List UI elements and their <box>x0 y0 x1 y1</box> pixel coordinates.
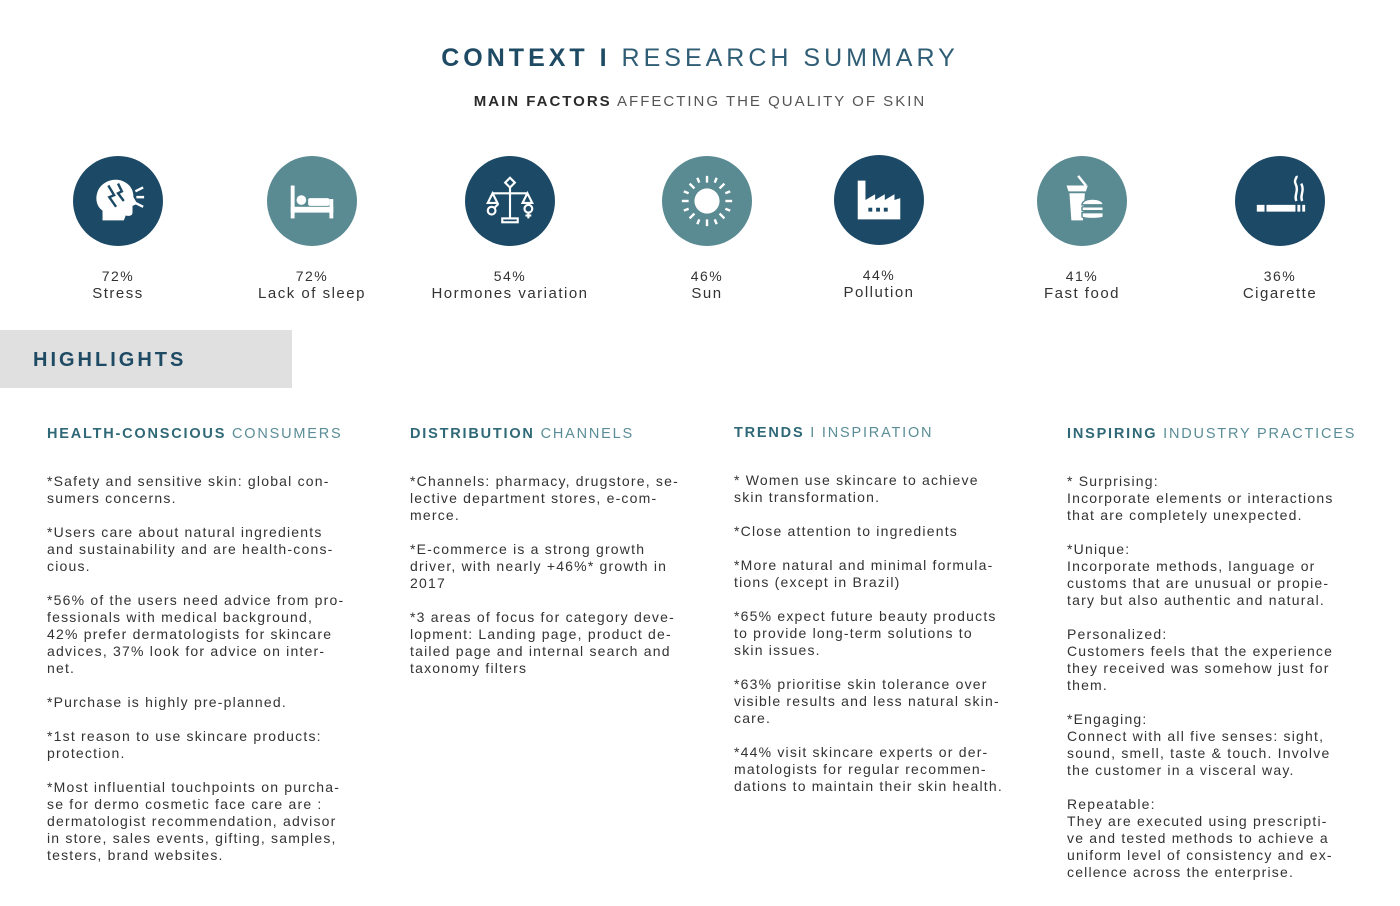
column-paragraph: *E-commerce is a strong growth driver, with nearly +46%* growth in 2017 <box>410 541 668 591</box>
column-paragraph: *Close attention to ingredients <box>734 523 958 539</box>
factor-label: Lack of sleep <box>258 285 366 302</box>
heading-bold: TRENDS <box>734 425 805 441</box>
subtitle-bold: MAIN FACTORS <box>473 93 612 110</box>
title-bold: CONTEXT I <box>441 44 611 72</box>
column-paragraph: *Safety and sensitive skin: global con- sumers concerns. <box>47 473 330 506</box>
bed-icon <box>267 156 357 246</box>
column-paragraph: *More natural and minimal formula- tions (except in Brazil) <box>734 557 994 590</box>
factor-label: Pollution <box>843 284 915 301</box>
column-paragraph: *56% of the users need advice from pro- fessionals with medical background, 42% prefer dermatologists for skincare advices, 37% look for advice on inter- net. <box>47 592 345 676</box>
factor-label: Stress <box>92 285 144 302</box>
column-paragraph: Personalized: Customers feels that the experience they received was somehow just for them. <box>1067 626 1334 693</box>
column-paragraph: *Users care about natural ingredients and sustainability and are health-cons- cious. <box>47 524 334 574</box>
factor-cigarette <box>1180 156 1380 303</box>
highlights-banner <box>0 330 292 388</box>
column-paragraph: *Purchase is highly pre-planned. <box>47 694 287 710</box>
column-heading <box>1067 426 1357 442</box>
title-light: RESEARCH SUMMARY <box>621 44 959 72</box>
heading-bold: DISTRIBUTION <box>410 426 535 442</box>
column-paragraph: *65% expect future beauty products to provide long-term solutions to skin issues. <box>734 608 997 658</box>
column-paragraph: *Channels: pharmacy, drugstore, se- lective department stores, e-com- merce. <box>410 473 679 523</box>
column-distribution <box>410 426 700 694</box>
heading-light: I INSPIRATION <box>810 425 934 441</box>
factor-percent: 44% <box>862 267 896 283</box>
factor-percent: 72% <box>295 268 329 284</box>
fast-food-icon <box>1037 156 1127 246</box>
factor-percent: 54% <box>493 268 527 284</box>
factor-label: Fast food <box>1043 285 1121 302</box>
column-heading <box>734 425 1024 441</box>
factor-sun <box>607 156 807 303</box>
factor-hormones <box>410 156 610 303</box>
subtitle-light: AFFECTING THE QUALITY OF SKIN <box>617 93 927 110</box>
factor-label: Sun <box>691 285 723 302</box>
factor-fast-food <box>982 156 1182 303</box>
hormone-scale-icon <box>465 156 555 246</box>
page-subtitle <box>0 93 1400 110</box>
column-paragraph: *Most influential touchpoints on purcha- se for dermo cosmetic face care are : dermatologist recommendation, advisor in store, sales events, gifting, samples, testers, brand websites. <box>47 779 341 863</box>
column-heading <box>47 426 365 442</box>
column-paragraph: *Engaging: Connect with all five senses: sight, sound, smell, taste & touch. Involve the customer in a visceral way. <box>1067 711 1331 778</box>
column-paragraph: *Unique: Incorporate methods, language or customs that are unusual or propie- tary but also authentic and natural. <box>1067 541 1330 608</box>
column-paragraph: *44% visit skincare experts or der- matologists for regular recommen- dations to maintain their skin health. <box>734 744 1003 794</box>
column-health-conscious <box>47 426 365 881</box>
factor-stress <box>18 156 218 303</box>
page-title <box>0 44 1400 73</box>
heading-bold: INSPIRING <box>1067 426 1158 442</box>
cigarette-icon <box>1235 156 1325 246</box>
heading-bold: HEALTH-CONSCIOUS <box>47 426 227 442</box>
column-paragraph: *63% prioritise skin tolerance over visible results and less natural skin- care. <box>734 676 1000 726</box>
column-paragraph: *1st reason to use skincare products: protection. <box>47 728 322 761</box>
heading-light: INDUSTRY PRACTICES <box>1163 426 1357 442</box>
heading-light: CONSUMERS <box>232 426 343 442</box>
column-trends <box>734 425 1024 812</box>
stress-head-icon <box>73 156 163 246</box>
factor-percent: 36% <box>1263 268 1297 284</box>
column-paragraph: *3 areas of focus for category deve- lopment: Landing page, product de- tailed page and internal search and taxonomy filters <box>410 609 675 676</box>
column-paragraph: Repeatable: They are executed using prescripti- ve and tested methods to achieve a uniform level of consistency and ex- cellence across the enterprise. <box>1067 796 1333 880</box>
factor-label: Hormones variation <box>431 285 589 302</box>
column-paragraph: * Women use skincare to achieve skin transformation. <box>734 472 979 505</box>
factory-icon <box>834 155 924 245</box>
factor-percent: 46% <box>690 268 724 284</box>
factor-pollution <box>779 155 979 302</box>
column-inspiring-practices <box>1067 426 1357 898</box>
column-paragraph: * Surprising: Incorporate elements or interactions that are completely unexpected. <box>1067 473 1334 523</box>
factor-label: Cigarette <box>1242 285 1318 302</box>
factor-percent: 72% <box>101 268 135 284</box>
column-heading <box>410 426 700 442</box>
factor-lack-of-sleep <box>212 156 412 303</box>
heading-light: CHANNELS <box>540 426 634 442</box>
sun-icon <box>662 156 752 246</box>
highlights-heading: HIGHLIGHTS <box>33 349 187 371</box>
factor-percent: 41% <box>1065 268 1099 284</box>
